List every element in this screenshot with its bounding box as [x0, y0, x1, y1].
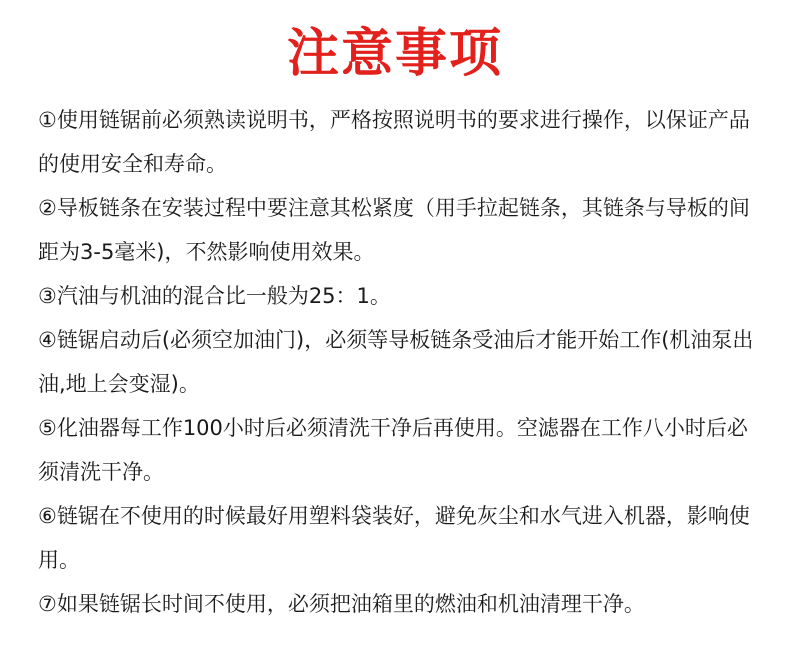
note-item-3: ③汽油与机油的混合比一般为25：1。: [38, 284, 391, 308]
note-item-7: ⑦如果链锯长时间不使用，必须把油箱里的燃油和机油清理干净。: [38, 592, 645, 616]
note-item-6: ⑥链锯在不使用的时候最好用塑料袋装好，避免灰尘和水气进入机器，影响使用。: [38, 504, 750, 572]
page-title: 注意事项: [286, 24, 503, 84]
note-item-4: ④链锯启动后(必须空加油门)，必须等导板链条受油后才能开始工作(机油泵出油,地上会变湿)。: [38, 328, 754, 396]
note-item-1: ①使用链锯前必须熟读说明书，严格按照说明书的要求进行操作，以保证产品的使用安全和寿命。: [38, 108, 750, 176]
notes-list: [38, 98, 762, 626]
note-item-2: ②导板链条在安装过程中要注意其松紧度（用手拉起链条，其链条与导板的间距为3-5毫米)，不然影响使用效果。: [38, 196, 750, 264]
note-item-5: ⑤化油器每工作100小时后必须清洗干净后再使用。空滤器在工作八小时后必须清洗干净。: [38, 416, 748, 484]
